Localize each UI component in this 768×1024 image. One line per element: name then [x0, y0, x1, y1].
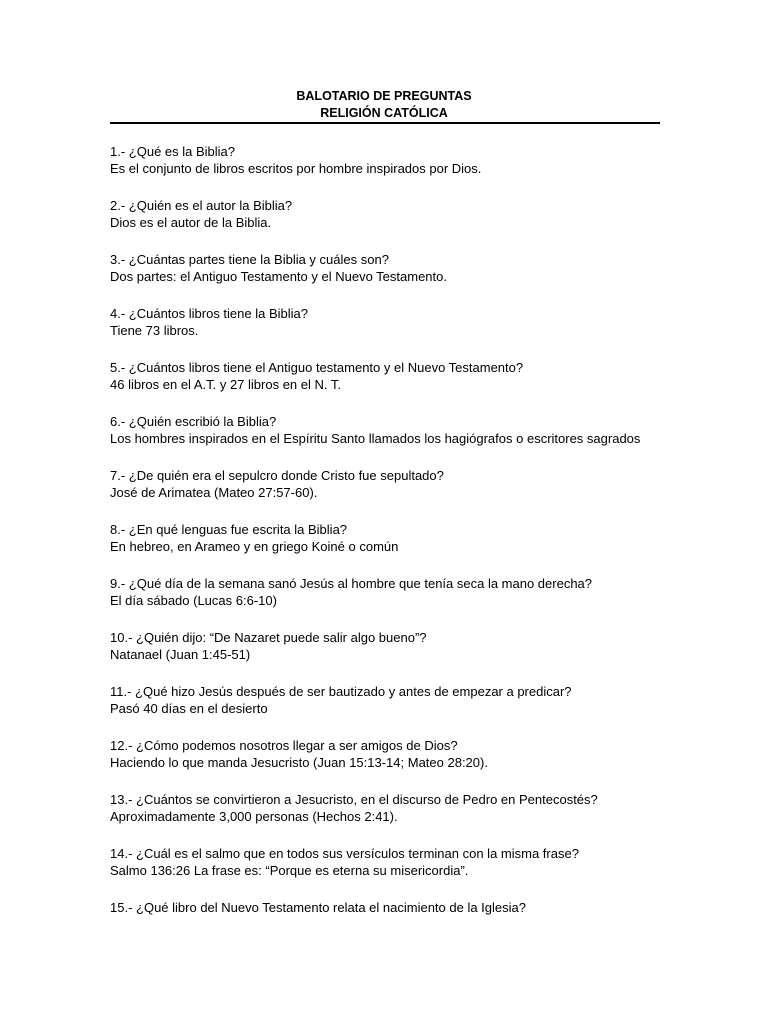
document-header — [110, 88, 658, 122]
question-text: 6.- ¿Quién escribió la Biblia? — [110, 414, 277, 429]
question-text: 12.- ¿Cómo podemos nosotros llegar a ser amigos de Dios? — [110, 738, 458, 753]
answer-text: Los hombres inspirados en el Espíritu Santo llamados los hagiógrafos o escritores sagrados — [110, 431, 641, 446]
question-text: 3.- ¿Cuántas partes tiene la Biblia y cuáles son? — [110, 252, 389, 267]
answer-text: En hebreo, en Arameo y en griego Koiné o común — [110, 539, 399, 554]
question-text: 13.- ¿Cuántos se convirtieron a Jesucristo, en el discurso de Pedro en Pentecostés? — [110, 792, 598, 807]
answer-text: Dos partes: el Antiguo Testamento y el Nuevo Testamento. — [110, 269, 447, 284]
qa-item — [110, 521, 658, 555]
qa-item — [110, 197, 658, 231]
question-text: 1.- ¿Qué es la Biblia? — [110, 144, 236, 159]
question-text: 5.- ¿Cuántos libros tiene el Antiguo testamento y el Nuevo Testamento? — [110, 360, 524, 375]
qa-item — [110, 575, 658, 609]
qa-item — [110, 845, 658, 879]
qa-item — [110, 359, 658, 393]
answer-text: 46 libros en el A.T. y 27 libros en el N. T. — [110, 377, 341, 392]
answer-text: Salmo 136:26 La frase es: “Porque es eterna su misericordia”. — [110, 863, 469, 878]
qa-item — [110, 305, 658, 339]
question-text: 8.- ¿En qué lenguas fue escrita la Biblia? — [110, 522, 348, 537]
qa-item — [110, 683, 658, 717]
answer-text: Aproximadamente 3,000 personas (Hechos 2:41). — [110, 809, 398, 824]
document-subtitle: RELIGIÓN CATÓLICA — [320, 106, 448, 120]
answer-text: Tiene 73 libros. — [110, 323, 199, 338]
question-text: 4.- ¿Cuántos libros tiene la Biblia? — [110, 306, 308, 321]
question-text: 11.- ¿Qué hizo Jesús después de ser bautizado y antes de empezar a predicar? — [110, 684, 572, 699]
question-list — [110, 143, 658, 936]
answer-text: Es el conjunto de libros escritos por hombre inspirados por Dios. — [110, 161, 482, 176]
answer-text: Natanael (Juan 1:45-51) — [110, 647, 251, 662]
question-text: 9.- ¿Qué día de la semana sanó Jesús al hombre que tenía seca la mano derecha? — [110, 576, 593, 591]
qa-item — [110, 467, 658, 501]
qa-item — [110, 791, 658, 825]
qa-item — [110, 899, 658, 916]
answer-text: El día sábado (Lucas 6:6-10) — [110, 593, 277, 608]
qa-item — [110, 629, 658, 663]
question-text: 7.- ¿De quién era el sepulcro donde Cristo fue sepultado? — [110, 468, 444, 483]
qa-item — [110, 413, 658, 447]
qa-item — [110, 143, 658, 177]
qa-item — [110, 737, 658, 771]
question-text: 10.- ¿Quién dijo: “De Nazaret puede salir algo bueno”? — [110, 630, 427, 645]
answer-text: Dios es el autor de la Biblia. — [110, 215, 272, 230]
answer-text: Haciendo lo que manda Jesucristo (Juan 15:13-14; Mateo 28:20). — [110, 755, 488, 770]
question-text: 15.- ¿Qué libro del Nuevo Testamento relata el nacimiento de la Iglesia? — [110, 900, 526, 915]
question-text: 14.- ¿Cuál es el salmo que en todos sus versículos terminan con la misma frase? — [110, 846, 579, 861]
answer-text: Pasó 40 días en el desierto — [110, 701, 268, 716]
question-text: 2.- ¿Quién es el autor la Biblia? — [110, 198, 293, 213]
document-title: BALOTARIO DE PREGUNTAS — [296, 89, 472, 103]
header-divider — [110, 122, 660, 124]
answer-text: José de Arimatea (Mateo 27:57-60). — [110, 485, 318, 500]
qa-item — [110, 251, 658, 285]
